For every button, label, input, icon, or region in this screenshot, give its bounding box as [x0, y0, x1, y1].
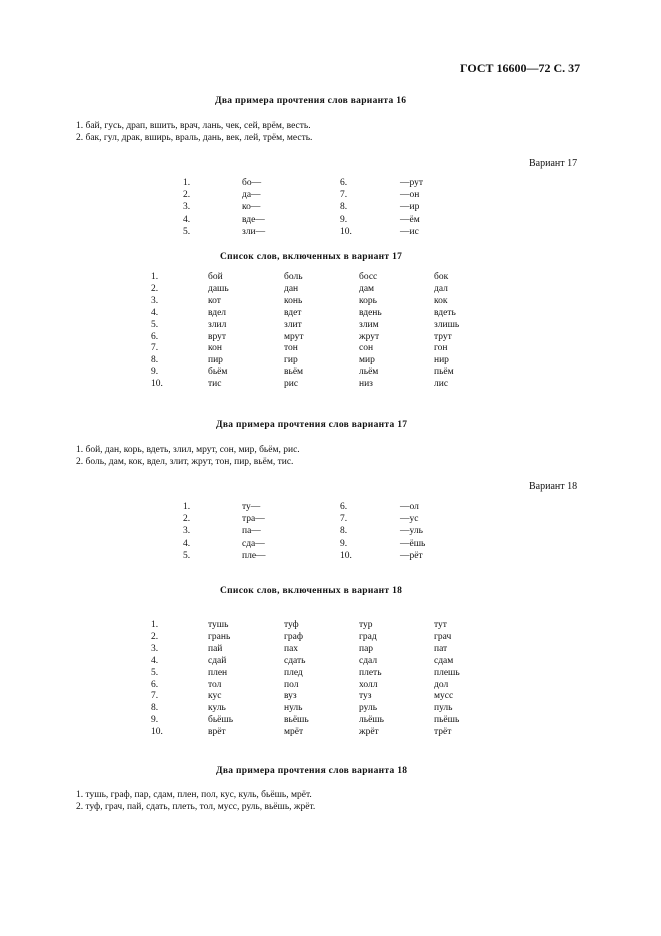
list-17-cell: 8. — [151, 355, 159, 366]
list-18-cell: мрёт — [284, 727, 304, 738]
list-17-cell: 5. — [151, 319, 159, 330]
variant-18-cell: 7. — [340, 514, 348, 525]
list-17-cell: корь — [359, 295, 377, 306]
list-18-cell: пьёшь — [434, 715, 460, 726]
list-17-cell: пьём — [434, 367, 454, 378]
variant-18-cell: 1. — [183, 502, 191, 512]
list-18-cell: 7. — [151, 691, 159, 702]
list-18-cell: пай — [208, 643, 223, 654]
list-17-cell: злишь — [434, 319, 460, 330]
list-18-cell: плен — [208, 667, 228, 678]
list-18-cell: холл — [359, 679, 378, 690]
variant-18-cell: 8. — [340, 526, 348, 537]
list-17-cell: 10. — [151, 379, 163, 390]
variant-17-cell: бо— — [242, 178, 262, 188]
variant-17-cell: —рут — [400, 178, 424, 188]
list-18-cell: 6. — [151, 679, 159, 690]
list-17-cell: вдел — [208, 307, 227, 318]
list-18-cell: град — [359, 631, 377, 642]
list-17-cell: бьём — [208, 367, 228, 378]
list-17-cell: 6. — [151, 331, 159, 342]
list-17-cell: жрут — [359, 331, 380, 342]
list-18-cell: пуль — [434, 703, 453, 714]
variant-17-cell: 8. — [340, 202, 348, 213]
variant-18-cell: сда— — [242, 538, 265, 549]
page-header: ГОСТ 16600—72 С. 37 — [460, 61, 581, 75]
variant-17-cell: вде— — [242, 214, 265, 225]
list-17-cell: пир — [208, 355, 223, 366]
examples-16-line-1: 1. бай, гусь, драп, вшить, врач, лань, чек, сей, врём, весть. — [76, 121, 311, 131]
list-18-cell: руль — [359, 703, 378, 714]
list-17-cell: рис — [284, 379, 299, 390]
variant-18-cell: 6. — [340, 502, 348, 512]
variant-17-cell: ко— — [242, 202, 261, 213]
variant-18-cell: па— — [242, 526, 261, 537]
list-18-cell: сдай — [208, 655, 227, 666]
variant-18-cell: 9. — [340, 538, 348, 549]
list-17-cell: вьём — [284, 367, 304, 378]
examples-18-title: Два примера прочтения слов варианта 18 — [216, 766, 408, 776]
list-17-cell: 2. — [151, 283, 159, 294]
list-17-cell: лис — [434, 379, 449, 390]
list-18-cell: туф — [284, 620, 299, 630]
variant-17-cell: —ём — [400, 214, 420, 225]
variant-17-label: Вариант 17 — [529, 158, 578, 169]
variant-18-cell: 3. — [183, 526, 191, 537]
list-17-cell: бок — [434, 272, 449, 282]
list-17-cell: трут — [434, 331, 452, 342]
list-17-cell: нир — [434, 355, 449, 366]
variant-18-cell: —уль — [400, 526, 423, 537]
examples-16-line-2: 2. бак, гул, драк, вширь, враль, дань, век, лей, трём, месть. — [76, 133, 313, 143]
list-17-cell: мрут — [284, 331, 304, 342]
list-17-cell: дан — [284, 283, 299, 294]
variant-18-cell: —рёт — [400, 550, 423, 561]
list-18-cell: 3. — [151, 643, 159, 654]
variant-18-cell: —ёшь — [400, 538, 426, 549]
list-17-cell: бой — [208, 272, 223, 282]
list-17-cell: боль — [284, 272, 303, 282]
variant-17-cell: да— — [242, 190, 261, 201]
list-17-cell: 7. — [151, 343, 159, 354]
list-17-cell: злит — [284, 319, 302, 330]
variant-17-cell: —ир — [400, 202, 420, 213]
list-17-cell: тис — [208, 379, 222, 390]
list-17-cell: тон — [284, 343, 298, 354]
variant-17-cell: 5. — [183, 226, 191, 237]
list-18-cell: грач — [434, 631, 452, 642]
list-17-cell: кок — [434, 295, 448, 306]
list-18-cell: плеть — [359, 667, 382, 678]
variant-17-cell: —он — [400, 190, 420, 201]
list-18-cell: 9. — [151, 715, 159, 726]
list-18-cell: дол — [434, 679, 449, 690]
list-18-cell: туз — [359, 691, 372, 702]
examples-17-title: Два примера прочтения слов варианта 17 — [216, 420, 408, 430]
list-18-cell: бьёшь — [208, 715, 234, 726]
list-18-cell: кус — [208, 691, 222, 702]
list-17-cell: 9. — [151, 367, 159, 378]
list-17-cell: гон — [434, 343, 448, 354]
examples-17-line-1: 1. бой, дан, корь, вдеть, злил, мрут, сон, мир, бьём, рис. — [76, 445, 300, 455]
list-18-cell: тушь — [208, 620, 229, 630]
list-17-cell: дал — [434, 283, 448, 294]
list-17-cell: 4. — [151, 307, 159, 318]
list-18-cell: трёт — [434, 727, 452, 738]
list-17-cell: гир — [284, 355, 298, 366]
list-17-cell: кон — [208, 343, 222, 354]
examples-18-line-2: 2. туф, грач, пай, сдать, плеть, тол, мусс, руль, вьёшь, жрёт. — [76, 802, 316, 812]
list-17-cell: дам — [359, 283, 375, 294]
list-18-cell: врёт — [208, 727, 226, 738]
list-17-cell: босс — [359, 272, 378, 282]
examples-16-title: Два примера прочтения слов варианта 16 — [215, 96, 407, 106]
variant-18-cell: —ол — [400, 502, 419, 512]
variant-18-cell: тра— — [242, 514, 265, 525]
variant-18-label: Вариант 18 — [529, 481, 578, 492]
variant-17-cell: —ис — [400, 226, 419, 237]
examples-17-line-2: 2. боль, дам, кок, вдел, злит, жрут, тон, пир, вьём, тис. — [76, 457, 294, 467]
list-18-cell: грань — [208, 631, 231, 642]
list-17-cell: 3. — [151, 295, 159, 306]
list-18-cell: сдам — [434, 655, 454, 666]
variant-17-cell: 6. — [340, 178, 348, 188]
list-18-cell: жрёт — [359, 727, 379, 738]
list-18-cell: 1. — [151, 620, 159, 630]
variant-18-cell: 2. — [183, 514, 191, 525]
list-18-cell: тол — [208, 679, 222, 690]
list-17-cell: вдет — [284, 307, 302, 318]
list-18-cell: 2. — [151, 631, 159, 642]
list-17-cell: мир — [359, 355, 375, 366]
list-18-cell: пат — [434, 643, 448, 654]
variant-17-cell: 7. — [340, 190, 348, 201]
list-17-cell: конь — [284, 295, 303, 306]
list-18-cell: сдать — [284, 655, 306, 666]
list-17-title: Список слов, включенных в вариант 17 — [220, 252, 403, 262]
list-18-cell: 5. — [151, 667, 159, 678]
list-18-cell: мусс — [434, 691, 454, 702]
variant-18-cell: 5. — [183, 550, 191, 561]
list-18-cell: тут — [434, 620, 447, 630]
list-17-cell: льём — [359, 367, 379, 378]
list-17-cell: сон — [359, 343, 374, 354]
list-18-title: Список слов, включенных в вариант 18 — [220, 586, 403, 596]
list-18-cell: куль — [208, 703, 226, 714]
list-17-cell: врут — [208, 331, 227, 342]
list-18-cell: граф — [284, 631, 304, 642]
variant-17-cell: 1. — [183, 178, 191, 188]
variant-18-cell: пле— — [242, 550, 266, 561]
variant-17-cell: 10. — [340, 226, 352, 237]
list-17-cell: 1. — [151, 272, 159, 282]
list-17-cell: злил — [208, 319, 227, 330]
list-17-cell: вдеть — [434, 307, 456, 318]
list-18-cell: 10. — [151, 727, 163, 738]
list-17-cell: злим — [359, 319, 379, 330]
list-18-cell: вуз — [284, 691, 297, 702]
list-18-cell: нуль — [284, 703, 303, 714]
list-18-cell: пах — [284, 643, 299, 654]
list-18-cell: пол — [284, 679, 299, 690]
list-17-cell: кот — [208, 295, 221, 306]
examples-18-line-1: 1. тушь, граф, пар, сдам, плен, пол, кус, куль, бьёшь, мрёт. — [76, 790, 312, 800]
list-18-cell: пар — [359, 643, 374, 654]
variant-17-cell: зли— — [242, 226, 266, 237]
list-18-cell: плед — [284, 667, 303, 678]
variant-18-cell: 10. — [340, 550, 352, 561]
list-18-cell: 4. — [151, 655, 159, 666]
list-18-cell: плешь — [434, 667, 460, 678]
list-18-cell: тур — [359, 620, 373, 630]
list-18-cell: вьёшь — [284, 715, 309, 726]
variant-18-cell: —ус — [400, 514, 419, 525]
list-18-cell: 8. — [151, 703, 159, 714]
variant-17-cell: 3. — [183, 202, 191, 213]
variant-17-cell: 2. — [183, 190, 191, 201]
list-18-cell: сдал — [359, 655, 378, 666]
variant-18-cell: 4. — [183, 538, 191, 549]
variant-18-cell: ту— — [242, 502, 261, 512]
list-18-cell: льёшь — [359, 715, 384, 726]
list-17-cell: дашь — [208, 283, 229, 294]
variant-17-cell: 9. — [340, 214, 348, 225]
list-17-cell: низ — [359, 379, 373, 390]
variant-17-cell: 4. — [183, 214, 191, 225]
list-17-cell: вдень — [359, 307, 382, 318]
